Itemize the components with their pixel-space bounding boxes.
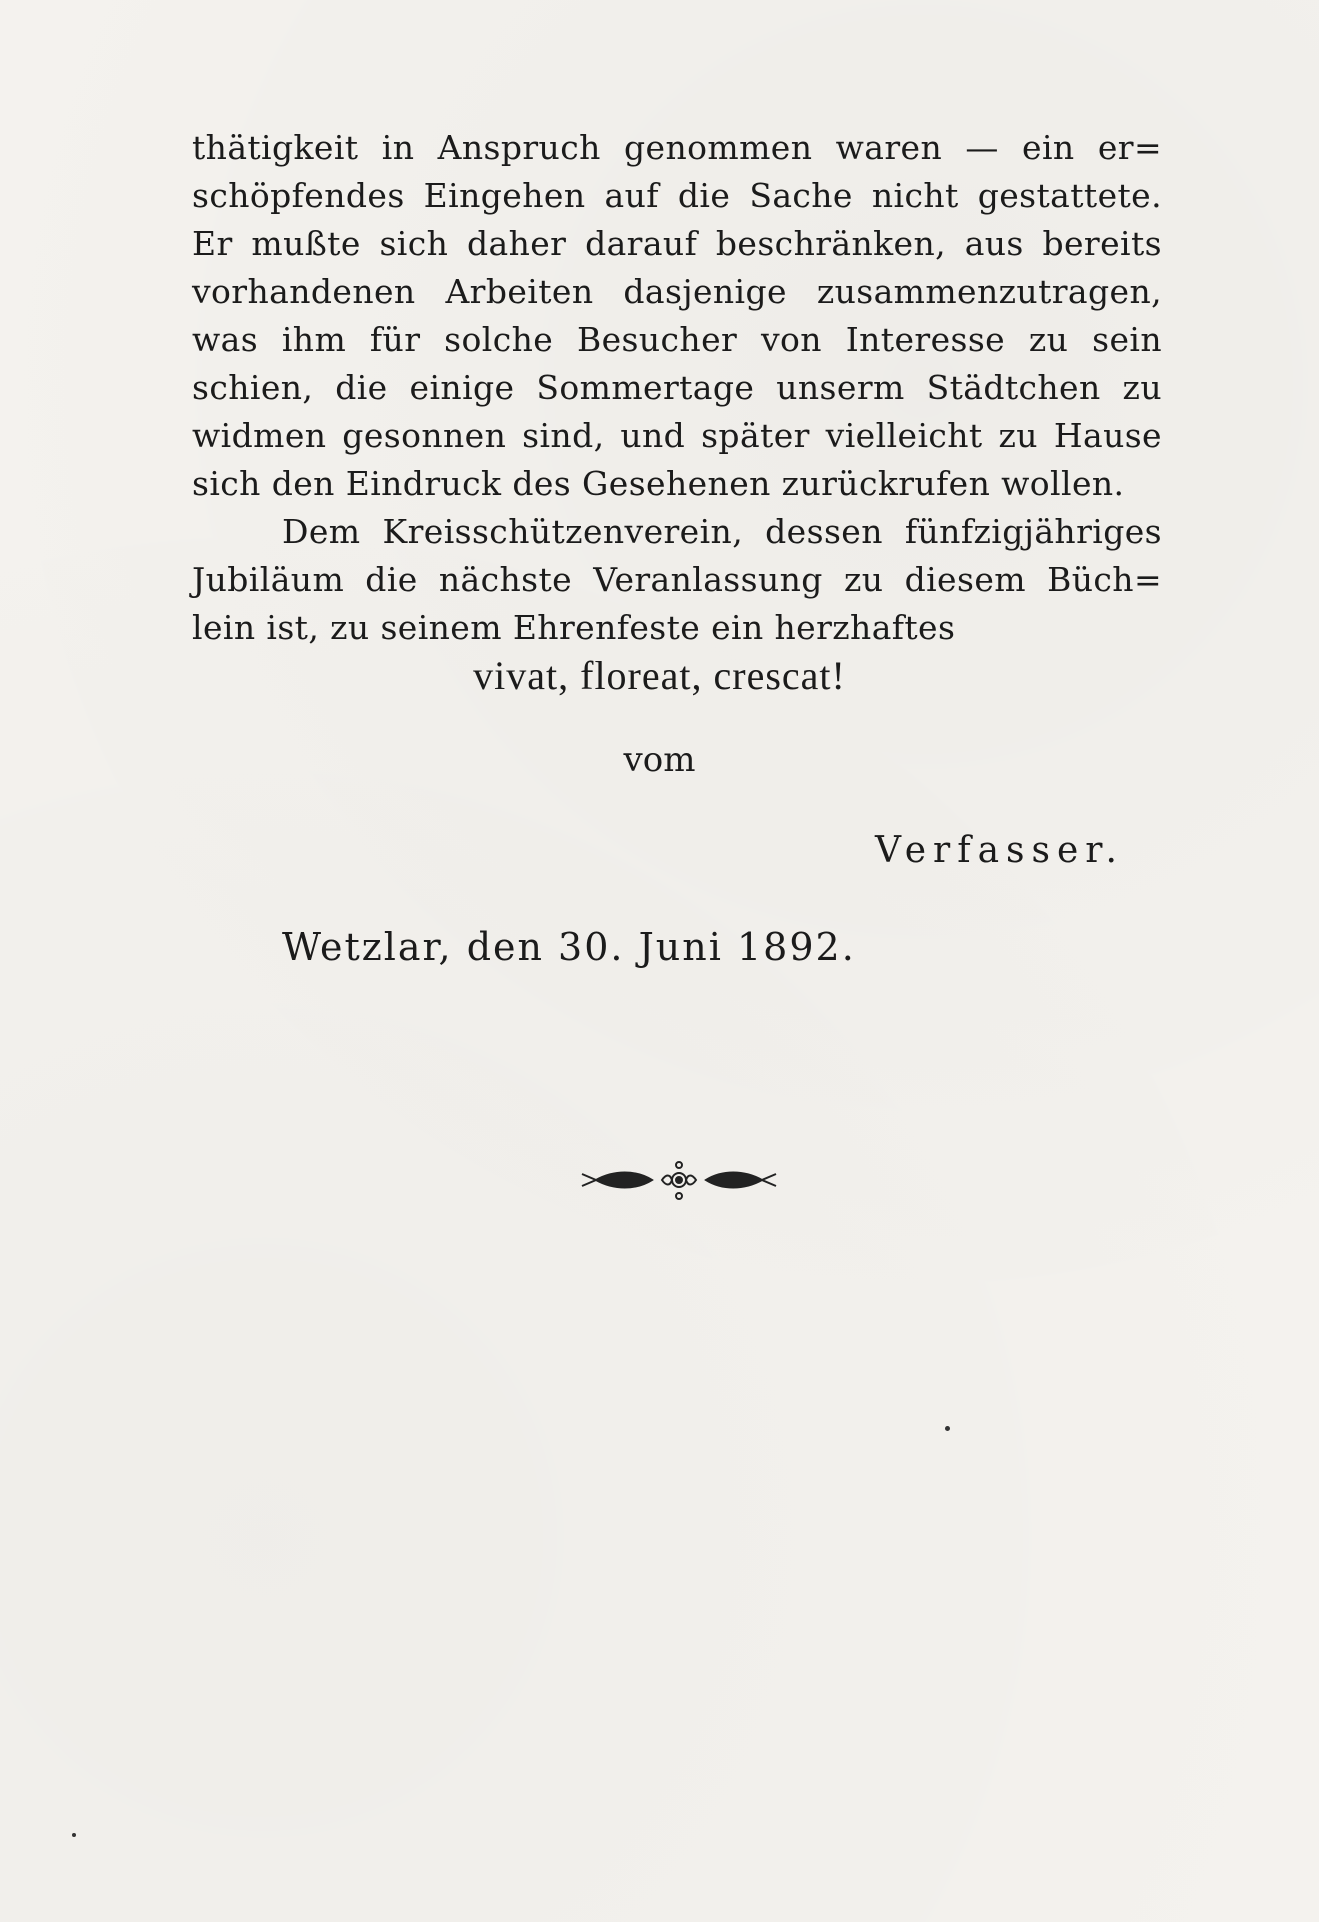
body-text <box>192 124 1162 652</box>
from-word: vom <box>623 740 696 780</box>
text-line: schöpfendes Eingehen auf die Sache nicht gestattete. <box>192 176 1162 215</box>
latin-motto: vivat, floreat, crescat! <box>473 653 846 698</box>
text-line: Jubiläum die nächste Veranlassung zu diesem Büch= <box>192 560 1162 599</box>
text-line: schien, die einige Sommertage unserm Städtchen zu <box>192 368 1162 407</box>
author-signature: Verfasser. <box>875 830 1124 871</box>
decorative-ornament-icon <box>574 1160 784 1204</box>
text-line: Dem Kreisschützenverein, dessen fünfzigjähriges <box>282 512 1162 551</box>
text-line: thätigkeit in Anspruch genommen waren — ein er= <box>192 128 1162 167</box>
ink-speck <box>945 1426 950 1431</box>
place-and-date: Wetzlar, den 30. Juni 1892. <box>282 925 856 969</box>
text-line: vorhandenen Arbeiten dasjenige zusammenzutragen, <box>192 272 1162 311</box>
ink-speck <box>72 1833 76 1837</box>
text-line: was ihm für solche Besucher von Interesse zu sein <box>192 320 1162 359</box>
text-line: Er mußte sich daher darauf beschränken, aus bereits <box>192 224 1162 263</box>
text-line: sich den Eindruck des Gesehenen zurückrufen wollen. <box>192 464 1125 503</box>
text-line: widmen gesonnen sind, und später vielleicht zu Hause <box>192 416 1162 455</box>
text-line: lein ist, zu seinem Ehrenfeste ein herzhaftes <box>192 608 956 647</box>
